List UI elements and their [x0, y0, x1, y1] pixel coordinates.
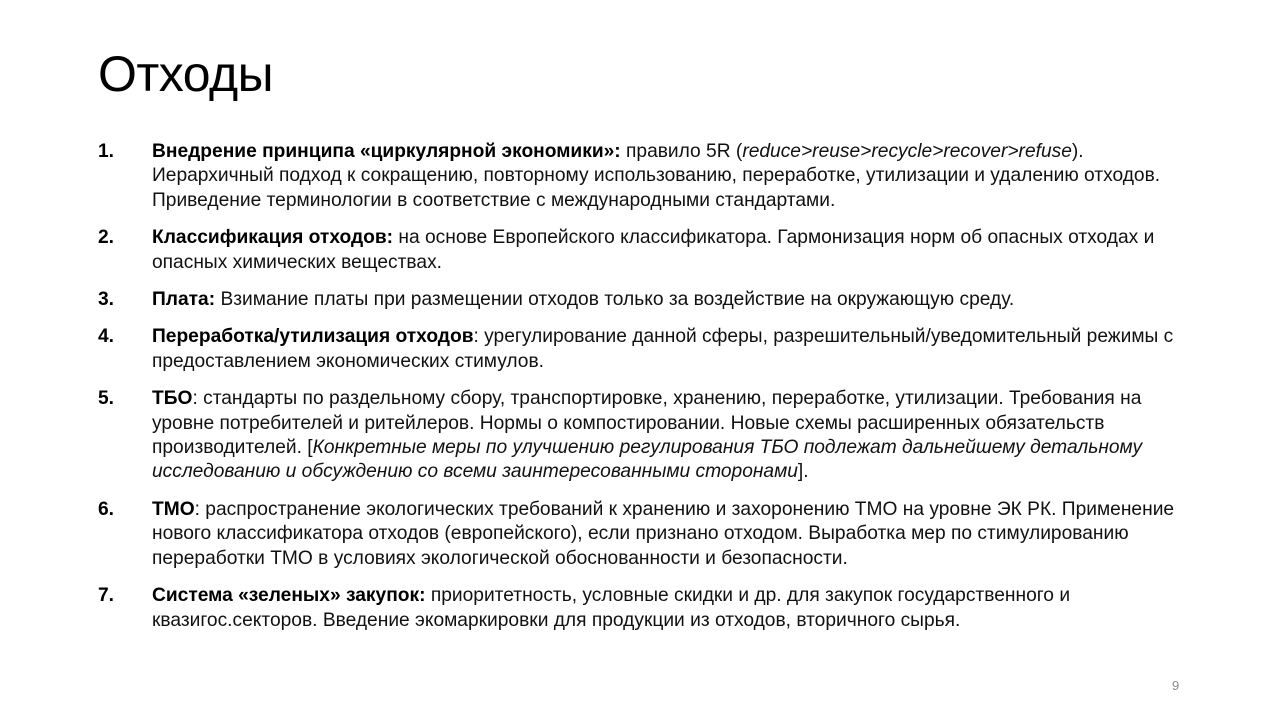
- item-heading: ТБО: [152, 388, 193, 410]
- item-italic: reduce>reuse>recycle>recover>refuse: [742, 141, 1072, 162]
- item-heading: Классификация отходов:: [152, 227, 394, 249]
- item-number: 6.: [98, 498, 115, 520]
- item-number: 1.: [98, 141, 115, 162]
- item-heading: Плата:: [152, 289, 216, 311]
- item-italic: Конкретные меры по улучшению регулирования ТБО подлежат дальнейшему детальному исследованию и обсуждению со всеми заинтересованными сторонами: [152, 437, 1143, 483]
- item-text: [152, 140, 1183, 213]
- item-number: 2.: [98, 227, 115, 249]
- list-item: [98, 584, 1183, 633]
- list-item: [98, 288, 1183, 312]
- item-body: : стандарты по раздельному сбору, транспортировке, хранению, переработке, утилизации. Требования на уровне потребителей и ритейлеров. Нормы о компостировании. Новые схемы расширенных обязательств производителей. [: [152, 388, 1142, 459]
- item-heading: Система «зеленых» закупок:: [152, 585, 426, 607]
- item-heading: Переработка/утилизация отходов: [152, 326, 474, 348]
- slide-title: Отходы: [98, 46, 274, 102]
- item-text: [152, 226, 1183, 275]
- item-body: на основе Европейского классификатора. Гармонизация норм об опасных отходах и опасных химических веществах.: [152, 227, 1155, 273]
- list-item: [98, 387, 1183, 485]
- item-body: правило 5R (: [620, 141, 743, 162]
- item-body: : распространение экологических требований к хранению и захоронению ТМО на уровне ЭК РК. Применение нового классификатора отходов (европейского), если признано отходом. Выработка мер по стимулированию переработки ТМО в условиях экологической обоснованности и безопасности.: [152, 498, 1175, 569]
- item-body: ). Иерархичный подход к сокращению, повторному использованию, переработке, утилизации и удалению отходов. Приведение терминологии в соответствие с международными стандартами.: [152, 141, 1161, 211]
- item-body: Взимание платы при размещении отходов только за воздействие на окружающую среду.: [215, 289, 1015, 311]
- item-number: 5.: [98, 388, 115, 410]
- list-item: [98, 226, 1183, 275]
- item-text: [152, 387, 1183, 485]
- item-text: [152, 288, 1183, 312]
- list-item: [98, 325, 1183, 374]
- item-heading: ТМО: [152, 498, 195, 520]
- item-number: 4.: [98, 326, 115, 348]
- item-number: 3.: [98, 289, 115, 311]
- numbered-list: [98, 140, 1183, 633]
- item-text: [152, 498, 1183, 571]
- item-number: 7.: [98, 585, 115, 607]
- page-number: 9: [1172, 678, 1180, 693]
- item-text: [152, 584, 1183, 633]
- item-body: : урегулирование данной сферы, разрешительный/уведомительный режимы с предоставлением экономических стимулов.: [152, 326, 1174, 372]
- item-body: приоритетность, условные скидки и др. для закупок государственного и квазигос.секторов. Введение экомаркировки для продукции из отходов, вторичного сырья.: [152, 585, 1071, 631]
- list-item: [98, 498, 1183, 571]
- item-body: ].: [797, 461, 809, 483]
- item-heading: Внедрение принципа «циркулярной экономики»:: [152, 141, 621, 162]
- item-text: [152, 325, 1183, 374]
- list-item: [98, 140, 1183, 213]
